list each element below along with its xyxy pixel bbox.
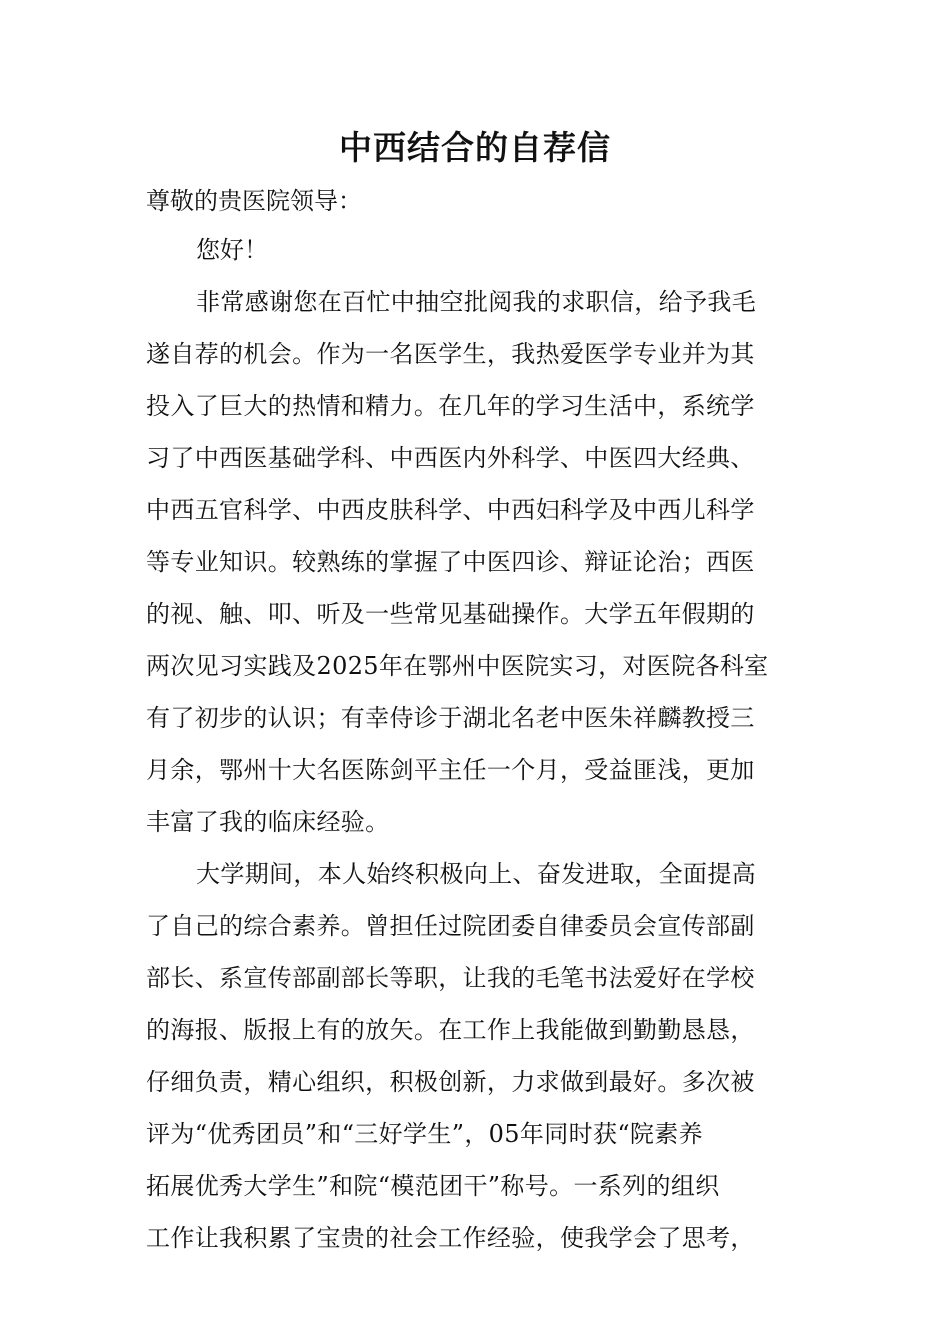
greeting: 您好！ <box>196 236 268 264</box>
paragraph-line: 有了初步的认识；有幸侍诊于湖北名老中医朱祥麟教授三 <box>146 704 755 732</box>
paragraph-line: 丰富了我的临床经验。 <box>146 808 390 836</box>
paragraph-line: 工作让我积累了宝贵的社会工作经验，使我学会了思考， <box>146 1224 755 1252</box>
paragraph-line: 评为“优秀团员”和“三好学生”，05年同时获“院素养 <box>146 1120 703 1148</box>
paragraph-line: 等专业知识。较熟练的掌握了中医四诊、辩证论治；西医 <box>146 548 755 576</box>
paragraph-line: 投入了巨大的热情和精力。在几年的学习生活中，系统学 <box>146 392 755 420</box>
paragraph-2 <box>146 848 808 1264</box>
paragraph-line: 仔细负责，精心组织，积极创新，力求做到最好。多次被 <box>146 1068 755 1096</box>
paragraph-line: 大学期间，本人始终积极向上、奋发进取，全面提高 <box>196 860 757 888</box>
paragraph-line: 的视、触、叩、听及一些常见基础操作。大学五年假期的 <box>146 600 755 628</box>
paragraph-line: 中西五官科学、中西皮肤科学、中西妇科学及中西儿科学 <box>146 496 755 524</box>
paragraph-line: 习了中西医基础学科、中西医内外科学、中医四大经典、 <box>146 444 755 472</box>
paragraph-line: 月余，鄂州十大名医陈剑平主任一个月，受益匪浅，更加 <box>146 756 755 784</box>
paragraph-line: 部长、系宣传部副部长等职，让我的毛笔书法爱好在学校 <box>146 964 755 992</box>
paragraph-line: 拓展优秀大学生”和院“模范团干”称号。一系列的组织 <box>146 1172 720 1200</box>
paragraph-line: 非常感谢您在百忙中抽空批阅我的求职信，给予我毛 <box>196 288 757 316</box>
salutation: 尊敬的贵医院领导： <box>146 187 362 215</box>
paragraph-1 <box>146 276 808 848</box>
paragraph-line: 两次见习实践及2025年在鄂州中医院实习，对医院各科室 <box>146 652 769 680</box>
document-title: 中西结合的自荐信 <box>339 128 611 167</box>
paragraph-line: 遂自荐的机会。作为一名医学生，我热爱医学专业并为其 <box>146 340 755 368</box>
paragraph-line: 了自己的综合素养。曾担任过院团委自律委员会宣传部副 <box>146 912 755 940</box>
letter-body <box>146 178 808 1264</box>
paragraph-line: 的海报、版报上有的放矢。在工作上我能做到勤勤恳恳， <box>146 1016 755 1044</box>
